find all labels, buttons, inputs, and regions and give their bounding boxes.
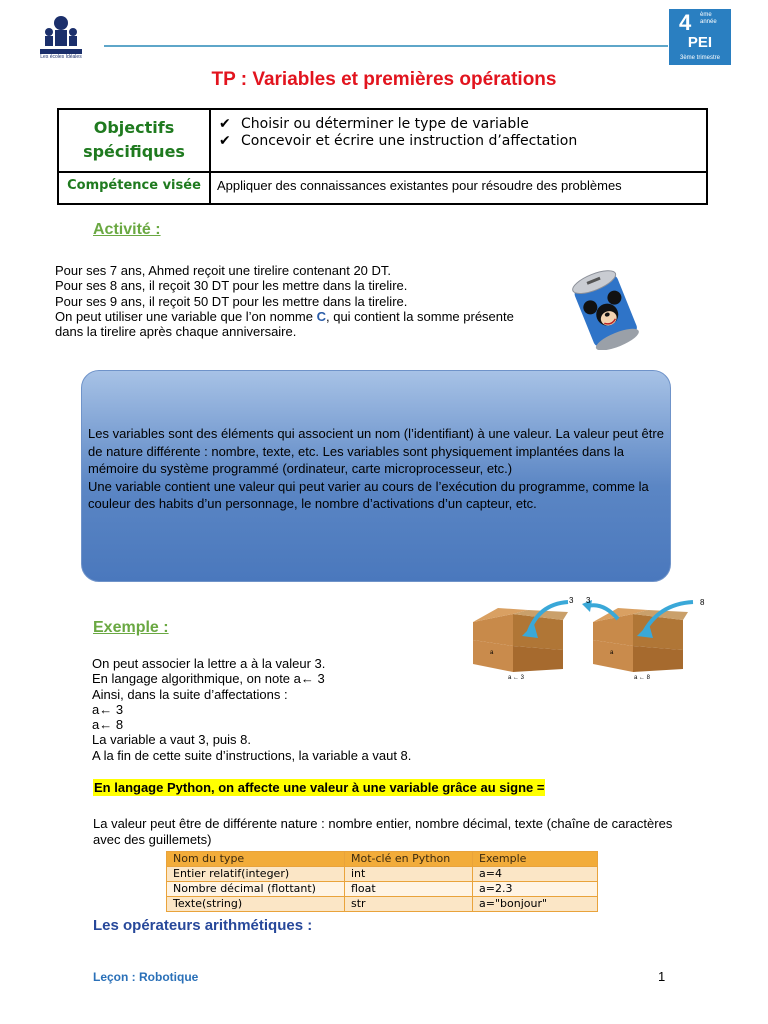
table-cell: float: [345, 882, 473, 897]
activity-heading: Activité :: [93, 221, 161, 238]
objectives-list: [219, 116, 578, 150]
definition-paragraph: Les variables sont des éléments qui associent un nom (l’identifiant) à une valeur. La valeur peut être de nature différente : nombre, texte, etc. Les variables sont physiquement implantées dans la mémoire du système programmé (ordinateur, carte microprocesseur, etc.): [88, 426, 664, 476]
example-line: En langage algorithmique, on note a← 3: [92, 671, 325, 687]
table-cell: Texte(string): [167, 897, 345, 912]
objective-item: ✔ Choisir ou déterminer le type de variable: [219, 116, 529, 132]
types-table: [166, 851, 598, 912]
checkmark-icon: ✔: [219, 116, 231, 132]
example-text: [92, 656, 462, 763]
example-line: a← 3: [92, 701, 124, 717]
header-divider: [104, 45, 668, 47]
table-cell: a=4: [473, 867, 598, 882]
table-row: [167, 897, 598, 912]
definition-paragraph: Une variable contient une valeur qui peut varier au cours de l’exécution du programme, comme la couleur des habits d’un personnage, le nombre d’activations d’un capteur, etc.: [88, 478, 649, 511]
box-icon: [473, 608, 568, 672]
objectives-table: [57, 108, 708, 205]
activity-line: Pour ses 9 ans, il reçoit 50 DT pour les mettre dans la tirelire.: [55, 293, 408, 309]
example-line: Ainsi, dans la suite d’affectations :: [92, 686, 288, 702]
table-header-row: [167, 852, 598, 867]
badge-number: 4: [679, 10, 692, 35]
operators-heading: Les opérateurs arithmétiques :: [93, 917, 313, 934]
activity-line: Pour ses 8 ans, il reçoit 30 DT pour les mettre dans la tirelire.: [55, 278, 408, 294]
box1-label: a: [490, 650, 494, 656]
table-row: [167, 882, 598, 897]
footer-lesson: Leçon : Robotique: [93, 970, 199, 984]
page-number: 1: [658, 969, 666, 984]
column-header: Nom du type: [167, 852, 345, 867]
competence-text: Appliquer des connaissances existantes pour résoudre des problèmes: [217, 178, 622, 193]
box2-value-out: 3: [586, 596, 591, 605]
piggy-bank-image: [562, 268, 648, 350]
table-cell: Entier relatif(integer): [167, 867, 345, 882]
grade-badge: [669, 9, 731, 65]
table-cell: a="bonjour": [473, 897, 598, 912]
checkmark-icon: ✔: [219, 133, 231, 149]
page-title: TP : Variables et premières opérations: [211, 69, 557, 90]
python-note: En langage Python, on affecte une valeur à une variable grâce au signe =: [94, 780, 545, 795]
badge-superscript: ème année: [700, 12, 717, 25]
column-header: Exemple: [473, 852, 598, 867]
example-heading: Exemple :: [93, 619, 169, 636]
badge-term: 3ème trimestre: [679, 55, 720, 61]
objective-item: ✔ Concevoir et écrire une instruction d’affectation: [219, 133, 578, 149]
column-header: Mot-clé en Python: [345, 852, 473, 867]
activity-text: [55, 263, 525, 339]
table-row: [167, 867, 598, 882]
box1-value: 3: [569, 596, 574, 605]
nature-text: La valeur peut être de différente nature : nombre entier, nombre décimal, texte (chaîne de caractères avec des guillemets): [93, 816, 673, 847]
variable-box-illustration: [468, 594, 716, 689]
definition-text: [88, 425, 670, 513]
table-divider-vertical: [209, 110, 211, 203]
box2-caption: a ← 8: [634, 675, 651, 681]
box2-label: a: [610, 650, 614, 656]
box2-value-in: 8: [700, 598, 705, 607]
variable-name: C: [316, 308, 326, 324]
badge-program: PEI: [687, 34, 713, 51]
table-cell: a=2.3: [473, 882, 598, 897]
activity-line: Pour ses 7 ans, Ahmed reçoit une tirelire contenant 20 DT.: [55, 263, 392, 278]
table-divider-horizontal: [59, 171, 706, 173]
logo-caption: Les écoles Idéales: [40, 54, 82, 60]
table-cell: Nombre décimal (flottant): [167, 882, 345, 897]
objectives-label: Objectifs spécifiques: [83, 118, 185, 161]
table-cell: int: [345, 867, 473, 882]
table-cell: str: [345, 897, 473, 912]
box-icon: [593, 608, 688, 672]
box1-caption: a ← 3: [508, 675, 525, 681]
competence-label: Compétence visée: [67, 178, 201, 193]
activity-variable-line: On peut utiliser une variable que l’on nomme C, qui contient la somme présente dans la tirelire après chaque anniversaire.: [55, 308, 514, 340]
example-line: La variable a vaut 3, puis 8.: [92, 732, 251, 748]
example-line: A la fin de cette suite d’instructions, la variable a vaut 8.: [92, 747, 412, 763]
school-logo: [34, 10, 88, 64]
example-line: On peut associer la lettre a à la valeur 3.: [92, 656, 326, 671]
example-line: a← 8: [92, 717, 124, 733]
